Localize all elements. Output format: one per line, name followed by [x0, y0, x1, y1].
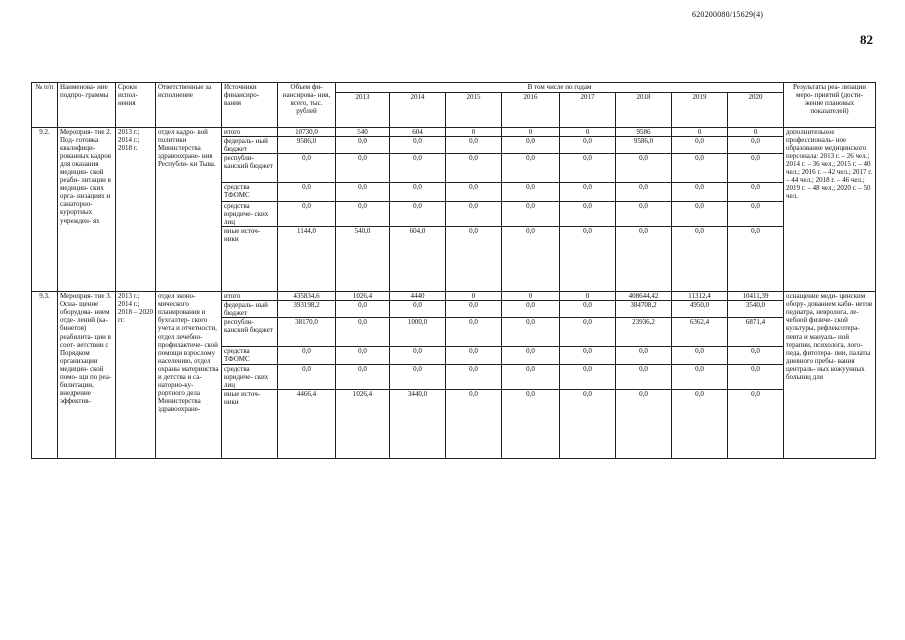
- document-number: 620200080/15629(4): [692, 10, 764, 19]
- program-table-wrapper: [31, 82, 876, 459]
- source-label: республи- канский бюджет: [222, 154, 278, 183]
- page-number: 82: [860, 32, 873, 47]
- year-value-2014: 604,0: [390, 227, 446, 292]
- year-value-2018: 9586,0: [616, 137, 672, 154]
- year-value-2013: 0,0: [336, 183, 390, 202]
- year-value-2014: 3440,0: [390, 389, 446, 458]
- year-value-2014: 0,0: [390, 301, 446, 318]
- row-name: Мероприя- тие 3. Осна- щение оборудова- нием отде- лений (ка- бинетов) реабилита- ции в соот- ветствии с Порядком организации медицин- ской помо- щи по реа- билитации, внедрение эффектив-: [58, 292, 116, 458]
- year-value-2017: 0,0: [560, 364, 616, 389]
- year-value-2013: 0,0: [336, 202, 390, 227]
- source-total: 38170,0: [278, 318, 336, 347]
- year-value-2018: 408644,42: [616, 292, 672, 301]
- year-value-2016: 0,0: [502, 301, 560, 318]
- year-value-2014: 0,0: [390, 154, 446, 183]
- year-value-2017: 0,0: [560, 347, 616, 364]
- source-total: 0,0: [278, 347, 336, 364]
- year-value-2015: 0,0: [446, 318, 502, 347]
- year-value-2018: 0,0: [616, 183, 672, 202]
- year-value-2020: 10411,39: [728, 292, 784, 301]
- year-value-2013: 540: [336, 128, 390, 137]
- year-value-2018: 0,0: [616, 364, 672, 389]
- year-value-2018: 0,0: [616, 227, 672, 292]
- source-total: 393198,2: [278, 301, 336, 318]
- year-value-2014: 4440: [390, 292, 446, 301]
- row-terms: 2013 г.; 2014 г.; 2018 г.: [116, 128, 156, 292]
- header-year-2015: 2015: [446, 93, 502, 128]
- year-value-2015: 0,0: [446, 389, 502, 458]
- year-value-2019: 0,0: [672, 227, 728, 292]
- header-responsible: Ответственные за исполнение: [156, 83, 222, 128]
- year-value-2020: 0,0: [728, 154, 784, 183]
- year-value-2016: 0,0: [502, 183, 560, 202]
- year-value-2017: 0: [560, 128, 616, 137]
- year-value-2015: 0,0: [446, 154, 502, 183]
- source-total: 0,0: [278, 154, 336, 183]
- row-terms: 2013 г.; 2014 г.; 2018 – 2020 гг.: [116, 292, 156, 458]
- year-value-2018: 0,0: [616, 347, 672, 364]
- source-label: средства ТФОМС: [222, 347, 278, 364]
- year-value-2020: 0,0: [728, 137, 784, 154]
- year-value-2017: 0,0: [560, 301, 616, 318]
- table-body: [32, 128, 876, 459]
- year-value-2020: 3540,0: [728, 301, 784, 318]
- year-value-2015: 0,0: [446, 301, 502, 318]
- header-num: № п/п: [32, 83, 58, 128]
- year-value-2019: 0,0: [672, 183, 728, 202]
- year-value-2019: 6362,4: [672, 318, 728, 347]
- year-value-2017: 0,0: [560, 154, 616, 183]
- header-by-years: В том числе по годам: [336, 83, 784, 93]
- year-value-2013: 0,0: [336, 137, 390, 154]
- year-value-2014: 0,0: [390, 364, 446, 389]
- year-value-2016: 0,0: [502, 202, 560, 227]
- year-value-2019: 0,0: [672, 347, 728, 364]
- year-value-2017: 0,0: [560, 389, 616, 458]
- header-volume: Объем фи- нансирова- ния, всего, тыс. рублей: [278, 83, 336, 128]
- year-value-2016: 0,0: [502, 318, 560, 347]
- year-value-2017: 0,0: [560, 183, 616, 202]
- source-label: средства юридиче- ских лиц: [222, 364, 278, 389]
- source-total: 10730,0: [278, 128, 336, 137]
- header-results: Результаты реа- лизации меро- приятий (дости- жение плановых показателей): [784, 83, 876, 128]
- year-value-2019: 0,0: [672, 389, 728, 458]
- source-total: 435834,6: [278, 292, 336, 301]
- year-value-2014: 0,0: [390, 183, 446, 202]
- year-value-2014: 0,0: [390, 347, 446, 364]
- header-year-2017: 2017: [560, 93, 616, 128]
- year-value-2019: 0,0: [672, 364, 728, 389]
- year-value-2014: 0,0: [390, 202, 446, 227]
- year-value-2015: 0,0: [446, 227, 502, 292]
- header-year-2020: 2020: [728, 93, 784, 128]
- year-value-2018: 0,0: [616, 389, 672, 458]
- year-value-2019: 0,0: [672, 202, 728, 227]
- year-value-2015: 0,0: [446, 137, 502, 154]
- source-label: средства ТФОМС: [222, 183, 278, 202]
- row-result: дополнительное профессиональ- ное образование медицинского персонала: 2013 г. – 26 чел.; 2014 г. – 36 чел.; 2015 г. – 40 чел.; 2016 г. – 42 чел.; 2017 г. – 44 чел.; 2018 г. – 46 чел.; 2019 г. – 48 чел.; 2020 г. – 50 чел.: [784, 128, 876, 292]
- year-value-2017: 0,0: [560, 137, 616, 154]
- source-total: 9586,0: [278, 137, 336, 154]
- year-value-2013: 0,0: [336, 347, 390, 364]
- year-value-2020: 0,0: [728, 389, 784, 458]
- source-label: иные источ- ники: [222, 389, 278, 458]
- row-name: Мероприя- тие 2. Под- готовка квалифици- рованных кадров для оказания медицин- ской реаби- литации в медицин- ских орга- низациях и санаторно- курортных учрежден- ях: [58, 128, 116, 292]
- year-value-2013: 1026,4: [336, 292, 390, 301]
- year-value-2016: 0: [502, 128, 560, 137]
- year-value-2013: 0,0: [336, 154, 390, 183]
- year-value-2017: 0,0: [560, 202, 616, 227]
- source-total: 4466,4: [278, 389, 336, 458]
- year-value-2020: 0,0: [728, 202, 784, 227]
- year-value-2019: 11312,4: [672, 292, 728, 301]
- header-year-2014: 2014: [390, 93, 446, 128]
- year-value-2013: 1026,4: [336, 389, 390, 458]
- source-label: итого: [222, 292, 278, 301]
- year-value-2015: 0: [446, 292, 502, 301]
- source-label: иные источ- ники: [222, 227, 278, 292]
- year-value-2016: 0,0: [502, 347, 560, 364]
- year-value-2014: 604: [390, 128, 446, 137]
- year-value-2019: 0: [672, 128, 728, 137]
- year-value-2015: 0,0: [446, 364, 502, 389]
- year-value-2020: 0: [728, 128, 784, 137]
- year-value-2019: 0,0: [672, 137, 728, 154]
- source-label: республи- канский бюджет: [222, 318, 278, 347]
- header-terms: Сроки испол- нения: [116, 83, 156, 128]
- year-value-2017: 0,0: [560, 318, 616, 347]
- year-value-2015: 0: [446, 128, 502, 137]
- year-value-2019: 4950,0: [672, 301, 728, 318]
- year-value-2018: 0,0: [616, 154, 672, 183]
- row-responsible: отдел кадро- вой политики Министерства здравоохране- ния Республи- ки Тыва.: [156, 128, 222, 292]
- header-sources: Источники финансиро- вания: [222, 83, 278, 128]
- year-value-2016: 0,0: [502, 137, 560, 154]
- year-value-2013: 0,0: [336, 301, 390, 318]
- header-name: Наименова- ние подпро- граммы: [58, 83, 116, 128]
- source-total: 1144,0: [278, 227, 336, 292]
- year-value-2017: 0: [560, 292, 616, 301]
- year-value-2020: 0,0: [728, 364, 784, 389]
- source-label: федераль- ный бюджет: [222, 137, 278, 154]
- year-value-2019: 0,0: [672, 154, 728, 183]
- header-year-2019: 2019: [672, 93, 728, 128]
- source-label: средства юридиче- ских лиц: [222, 202, 278, 227]
- year-value-2013: 0,0: [336, 318, 390, 347]
- year-value-2020: 0,0: [728, 183, 784, 202]
- year-value-2016: 0,0: [502, 389, 560, 458]
- header-year-2016: 2016: [502, 93, 560, 128]
- program-table: [31, 82, 876, 459]
- row-number: 9.2.: [32, 128, 58, 292]
- year-value-2016: 0,0: [502, 364, 560, 389]
- header-year-2018: 2018: [616, 93, 672, 128]
- year-value-2013: 0,0: [336, 364, 390, 389]
- year-value-2018: 23936,2: [616, 318, 672, 347]
- source-total: 0,0: [278, 183, 336, 202]
- source-label: федераль- ный бюджет: [222, 301, 278, 318]
- year-value-2015: 0,0: [446, 347, 502, 364]
- year-value-2013: 540,0: [336, 227, 390, 292]
- year-value-2016: 0: [502, 292, 560, 301]
- row-result: оснащение меди- цинским обору- дованием каби- нетов педиатра, невролога, ле- чебной физиче- ской культуры, рефлексотера- певта и мануаль- ной терапии, психолога, лого- педа, фитотера- пии, палаты дневного пребы- вания централь- ных кожуунных больниц для: [784, 292, 876, 458]
- source-total: 0,0: [278, 364, 336, 389]
- source-total: 0,0: [278, 202, 336, 227]
- year-value-2015: 0,0: [446, 202, 502, 227]
- row-responsible: отдел эконо- мического планирования и бухгалтер- ского учета и отчетности, отдел лечебно- профилактиче- ской помощи взрослому населению, отдел охраны материнства и детства и са- наторно-ку- рортного дела Министерства здравоохране-: [156, 292, 222, 458]
- year-value-2018: 9586: [616, 128, 672, 137]
- year-value-2020: 0,0: [728, 227, 784, 292]
- year-value-2018: 0,0: [616, 202, 672, 227]
- year-value-2016: 0,0: [502, 227, 560, 292]
- year-value-2015: 0,0: [446, 183, 502, 202]
- header-year-2013: 2013: [336, 93, 390, 128]
- table-row: [32, 128, 876, 137]
- year-value-2014: 0,0: [390, 137, 446, 154]
- table-row: [32, 292, 876, 301]
- year-value-2020: 6871,4: [728, 318, 784, 347]
- year-value-2016: 0,0: [502, 154, 560, 183]
- year-value-2020: 0,0: [728, 347, 784, 364]
- year-value-2017: 0,0: [560, 227, 616, 292]
- year-value-2014: 1000,0: [390, 318, 446, 347]
- source-label: итого: [222, 128, 278, 137]
- row-number: 9.3.: [32, 292, 58, 458]
- year-value-2018: 384708,2: [616, 301, 672, 318]
